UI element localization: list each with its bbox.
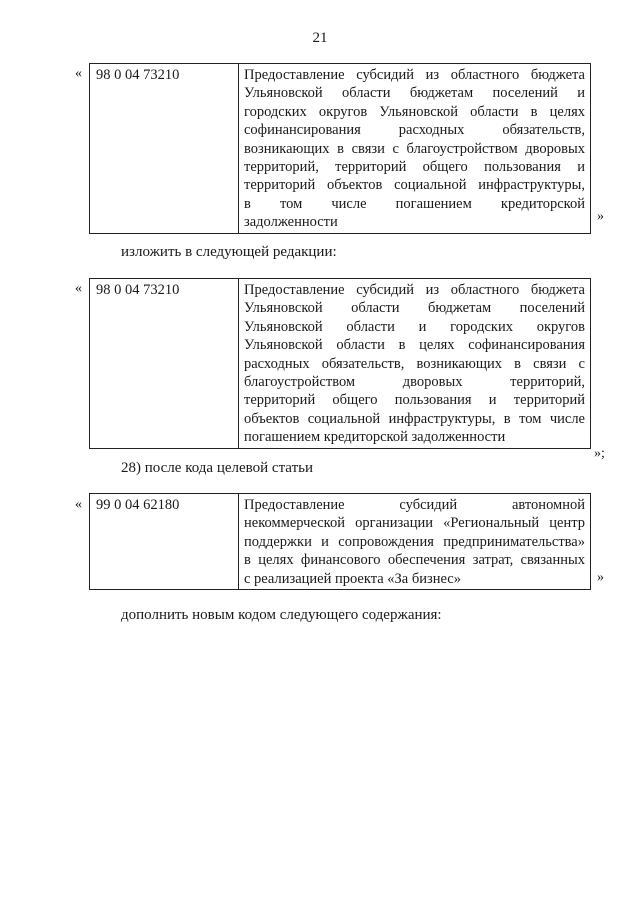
- description-line: Предоставление субсидий из областного бюджета: [244, 67, 585, 83]
- target-code-table: [89, 278, 591, 449]
- opening-quote: «: [75, 497, 82, 512]
- description-line: некоммерческой организации «Региональный центр: [244, 515, 585, 532]
- description-line: поддержки и сопровождения предпринимательства»: [244, 533, 585, 550]
- closing-quote: »: [597, 570, 604, 585]
- instruction-paragraph: дополнить новым кодом следующего содержания:: [121, 607, 442, 623]
- description-line: территорий общего пользования и территорий: [244, 392, 585, 409]
- description-line: Ульяновской области в целях софинансирования: [244, 337, 585, 354]
- description-line: с реализацией проекта «За бизнес»: [244, 570, 461, 587]
- description-line: объектов социальной инфраструктуры, в том числе: [244, 410, 585, 427]
- target-code: 98 0 04 73210: [90, 64, 239, 234]
- description-line: софинансирования расходных обязательств,: [244, 122, 585, 139]
- closing-quote: »;: [594, 446, 605, 461]
- table-row: [90, 64, 591, 234]
- closing-quote: »: [597, 209, 604, 224]
- target-code: 98 0 04 73210: [90, 279, 239, 449]
- description-line: задолженности: [244, 214, 338, 231]
- description-line: возникающих в связи с благоустройством дворовых: [244, 140, 585, 157]
- target-description: [239, 64, 591, 234]
- description-line: Предоставление субсидий из областного бюджета: [244, 282, 585, 298]
- target-code-table: [89, 63, 591, 234]
- description-line: Предоставление субсидий автономной: [244, 497, 585, 513]
- description-line: в том числе погашением кредиторской: [244, 195, 585, 212]
- description-line: расходных обязательств, возникающих в связи с: [244, 355, 585, 372]
- opening-quote: «: [75, 66, 82, 81]
- description-line: Ульяновской области бюджетам поселений и: [244, 85, 585, 102]
- description-line: в целях финансового обеспечения затрат, связанных: [244, 552, 585, 569]
- target-code-table: [89, 493, 591, 590]
- target-description: [239, 494, 591, 590]
- description-line: благоустройством дворовых территорий,: [244, 374, 585, 391]
- instruction-paragraph: 28) после кода целевой статьи: [121, 460, 314, 476]
- target-code: 99 0 04 62180: [90, 494, 239, 590]
- opening-quote: «: [75, 281, 82, 296]
- description-line: Ульяновской области бюджетам поселений: [244, 300, 585, 317]
- description-line: Ульяновской области и городских округов: [244, 318, 585, 335]
- target-description: [239, 279, 591, 449]
- description-line: территорий, территорий общего пользования и: [244, 159, 585, 176]
- description-line: городских округов Ульяновской области в целях: [244, 103, 585, 120]
- table-row: [90, 279, 591, 449]
- description-line: территорий объектов социальной инфраструктуры,: [244, 177, 585, 194]
- page-number: 21: [312, 30, 328, 46]
- instruction-paragraph: изложить в следующей редакции:: [121, 244, 337, 260]
- description-line: погашением кредиторской задолженности: [244, 429, 506, 446]
- table-row: [90, 494, 591, 590]
